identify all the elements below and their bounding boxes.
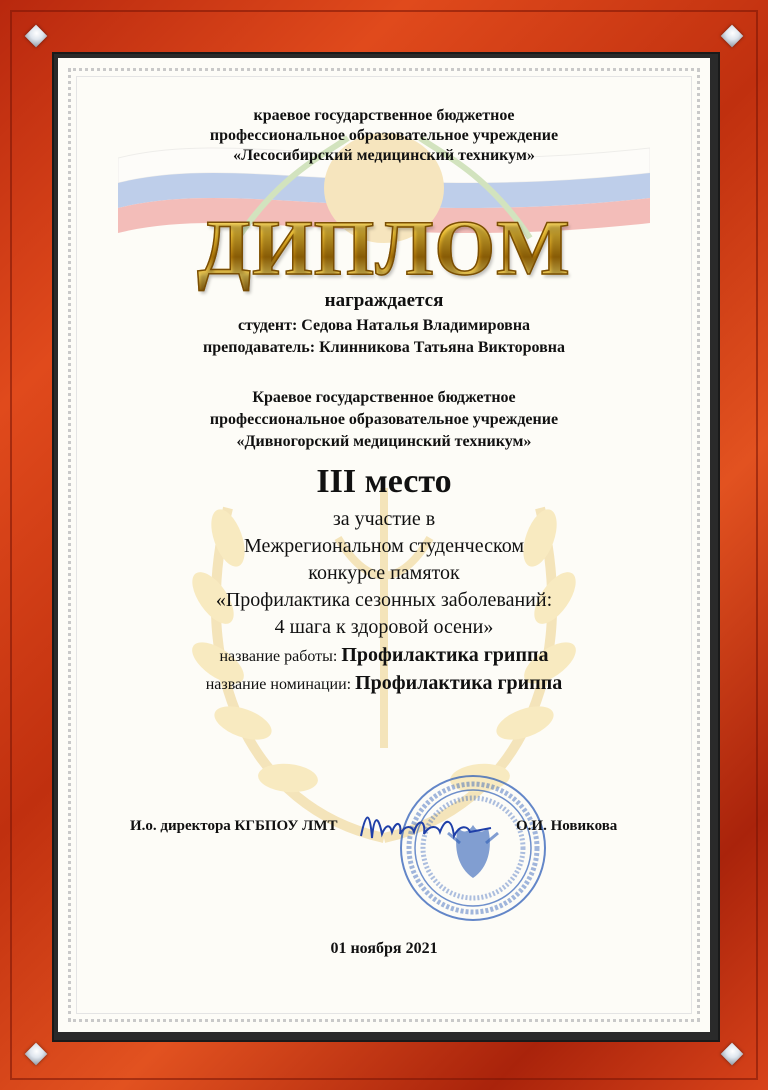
teacher-name: преподаватель: Клинникова Татьяна Викторовна [203,339,565,356]
director-signature [356,806,496,846]
institution-line-1: Краевое государственное бюджетное [252,389,516,406]
signature-name: О.И. Новикова [516,818,618,834]
header-line-2: профессиональное образовательное учреждение [209,127,559,144]
corner-gem-bottom-left [25,1043,48,1066]
contest-line-2: Межрегиональном студенческом [244,535,524,557]
contest-line-1: за участие в [332,508,436,530]
header-line-1: краевое государственное бюджетное [253,107,515,124]
student-name: студент: Седова Наталья Владимировна [237,317,531,334]
institution-line-2: профессиональное образовательное учреждение [209,411,559,428]
contest-line-4: «Профилактика сезонных заболеваний: [215,589,553,611]
awarded-label: награждается [324,290,444,311]
corner-gem-bottom-right [721,1043,744,1066]
nomination-label: название номинации: [205,676,352,693]
work-title-row: название работы: Профилактика гриппа [219,644,549,666]
header-line-3: «Лесосибирский медицинский техникум» [233,147,535,164]
diploma-title: ДИПЛОМ [58,203,710,293]
work-label: название работы [219,648,333,665]
contest-line-5: 4 шага к здоровой осени» [274,616,494,638]
issue-date: 01 ноября 2021 [330,940,438,957]
official-stamp [398,773,548,923]
signature-position: И.о. директора КГБПОУ ЛМТ [130,818,338,834]
diploma-sheet [58,58,710,1032]
corner-gem-top-right [721,25,744,48]
work-value: Профилактика гриппа [341,644,549,666]
contest-line-3: конкурсе памяток [308,562,460,584]
place-title: III место [316,463,452,500]
diploma-content [58,58,710,1032]
nomination-row [58,672,710,695]
institution-line-3: «Дивногорский медицинский техникум» [236,433,532,450]
corner-gem-top-left [25,25,48,48]
nomination-value: Профилактика гриппа [355,672,563,694]
